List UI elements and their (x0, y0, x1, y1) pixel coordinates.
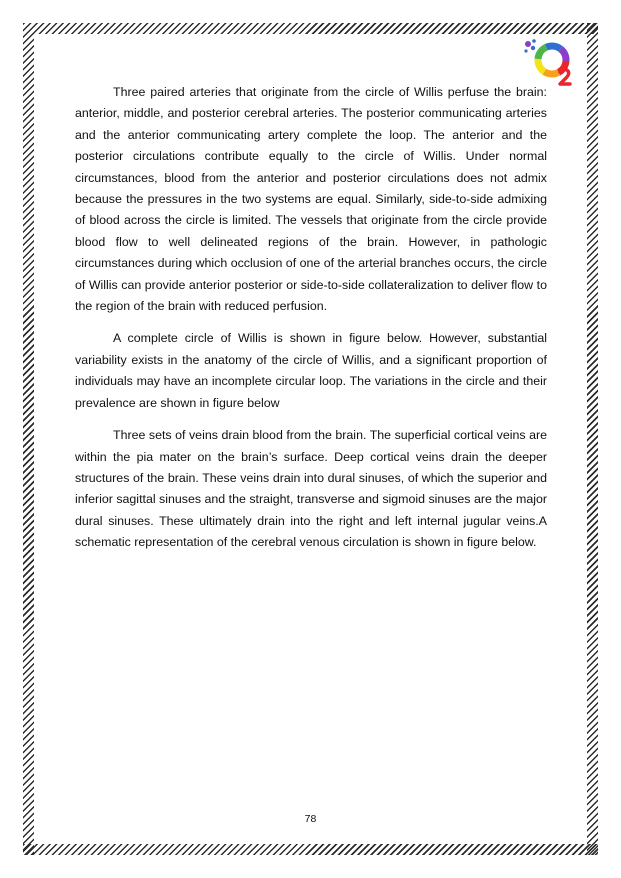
page-border-top (23, 23, 598, 34)
page-number: 78 (304, 813, 317, 825)
paragraph-venous-drainage: Three sets of veins drain blood from the brain. The superficial cortical veins are within the pia mater on the brain’s surface. Deep cortical veins drain the deeper structures of the brain. These veins drain into dural sinuses, of which the superior and inferior sagittal sinuses and the straight, transverse and sigmoid sinuses are the major dural sinuses. These ultimately drain into the right and left internal jugular veins.A schematic representation of the cerebral venous circulation is shown in figure below. (75, 428, 547, 550)
page-border-bottom (23, 844, 598, 855)
paragraph-circle-of-willis: Three paired arteries that originate from the circle of Willis perfuse the brain: anterior, middle, and posterior cerebral arteries. The posterior communicating arteries and the anterior communicating artery complete the loop. The anterior and the posterior circulations contribute equally to the circle of Willis. Under normal circumstances, blood from the anterior and posterior circulations does not admix because the pressures in the two systems are equal. Similarly, side-to-side admixing of blood across the circle is limited. The vessels that originate from the circle provide blood flow to well delineated regions of the brain. However, in pathologic circumstances during which occlusion of one of the arterial branches occurs, the circle of Willis can provide anterior posterior or side-to-side collateralization to deliver flow to the region of the brain with reduced perfusion. (75, 85, 547, 314)
o2-logo-icon (522, 38, 578, 88)
paragraph-circle-variations: A complete circle of Willis is shown in figure below. However, substantial variability exists in the anatomy of the circle of Willis, and a significant proportion of individuals may have an incomplete circular loop. The variations in the circle and their prevalence are shown in figure below (75, 331, 547, 410)
page-border-right (587, 23, 598, 855)
page-border-left (23, 23, 34, 855)
document-body (75, 82, 547, 565)
